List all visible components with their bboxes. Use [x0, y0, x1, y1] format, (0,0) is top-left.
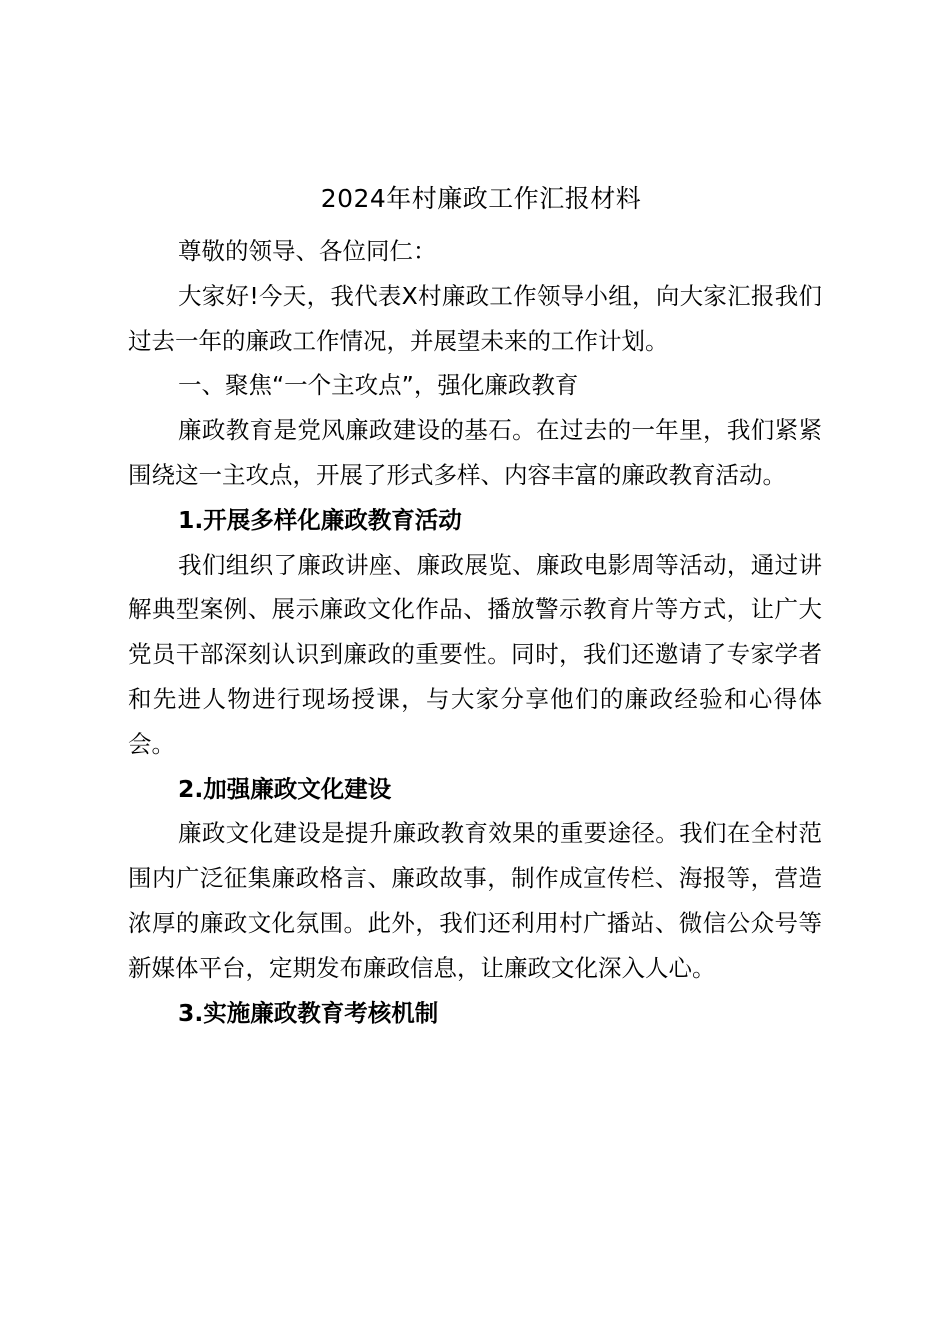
item-2-heading: 2.加强廉政文化建设	[178, 774, 392, 803]
item-1-heading: 1.开展多样化廉政教育活动	[178, 505, 462, 534]
section-1-intro: 廉政教育是党风廉政建设的基石。在过去的一年里，我们紧紧围绕这一主攻点，开展了形式多样、内容丰富的廉政教育活动。	[128, 416, 822, 489]
item-2-body: 廉政文化建设是提升廉政教育效果的重要途径。我们在全村范围内广泛征集廉政格言、廉政故事，制作成宣传栏、海报等，营造浓厚的廉政文化氛围。此外，我们还利用村广播站、微信公众号等新媒体平台，定期发布廉政信息，让廉政文化深入人心。	[128, 819, 822, 982]
section-1-heading: 一、聚焦“一个主攻点”，强化廉政教育	[178, 371, 579, 400]
document-page	[128, 178, 822, 1035]
salutation: 尊敬的领导、各位同仁：	[178, 237, 437, 265]
item-1-body: 我们组织了廉政讲座、廉政展览、廉政电影周等活动，通过讲解典型案例、展示廉政文化作品、播放警示教育片等方式，让广大党员干部深刻认识到廉政的重要性。同时，我们还邀请了专家学者和先进人物进行现场授课，与大家分享他们的廉政经验和心得体会。	[128, 550, 822, 758]
opening-paragraph: 大家好!今天，我代表X村廉政工作领导小组，向大家汇报我们过去一年的廉政工作情况，并展望未来的工作计划。	[128, 281, 822, 355]
document-title: 2024年村廉政工作汇报材料	[320, 184, 642, 213]
item-3-heading: 3.实施廉政教育考核机制	[178, 998, 439, 1027]
